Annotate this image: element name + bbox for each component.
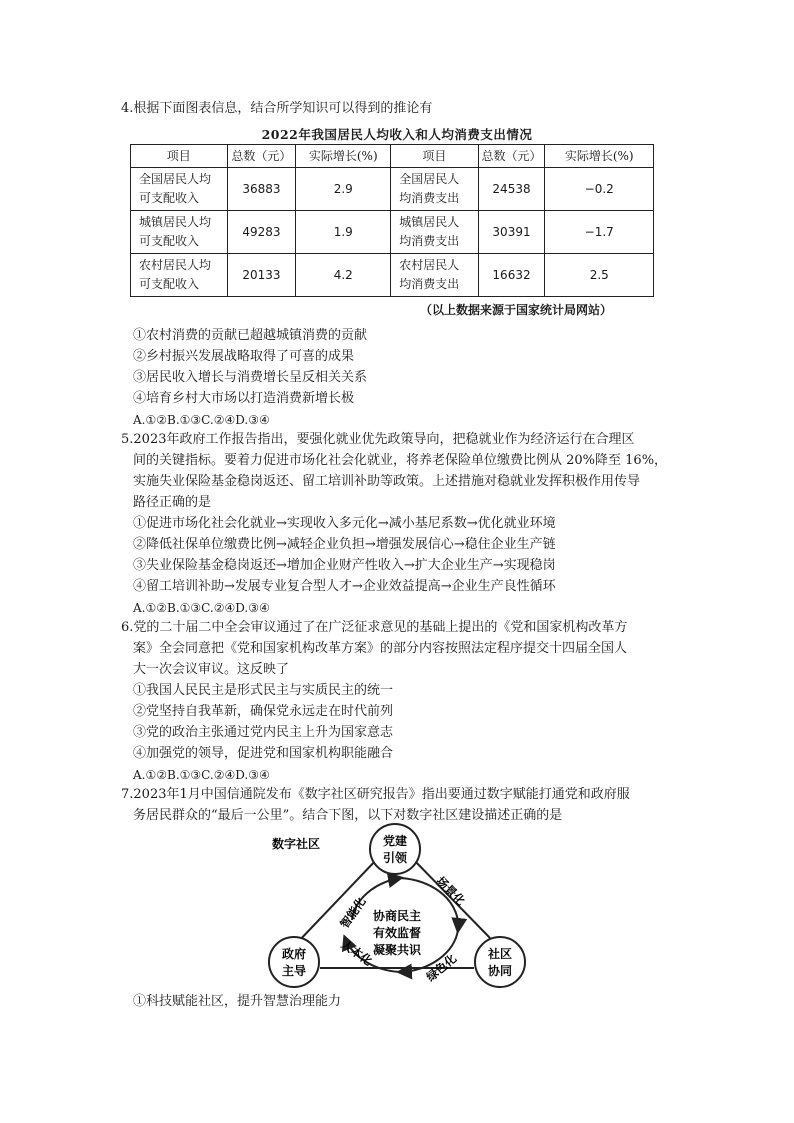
node-party-leadership — [370, 824, 420, 874]
node-top-line-1: 党建 — [382, 834, 408, 848]
q5-option-2: ②降低社保单位缴费比例→减轻企业负担→增强发展信心→稳住企业生产链 — [133, 537, 556, 552]
header-growth-2: 实际增长(%) — [545, 145, 654, 168]
cell-total: 49283 — [227, 211, 296, 254]
center-line-2: 有效监督 — [372, 926, 422, 940]
q6-stem-line-1: 6.党的二十届二中全会审议通过了在广泛征求意见的基础上提出的《党和国家机构改革方 — [121, 620, 628, 635]
q6-option-4: ④加强党的领导，促进党和国家机构职能融合 — [133, 746, 394, 761]
q6-option-2: ②党坚持自我革新，确保党永远走在时代前列 — [133, 704, 394, 719]
q5-stem-line-4: 路径正确的是 — [133, 495, 212, 510]
q7-stem-line-1: 7.2023年1月中国信通院发布《数字社区研究报告》指出要通过数字赋能打通党和政府服 — [121, 787, 630, 802]
header-total-1: 总数（元） — [227, 145, 296, 168]
cell-growth: 1.9 — [296, 211, 391, 254]
row-label-line: 均消费支出 — [399, 277, 460, 291]
row-label-line: 全国居民人均 — [139, 172, 212, 186]
node-top-line-2: 引领 — [382, 851, 408, 865]
cell-total: 16632 — [478, 254, 545, 297]
cell-growth: −0.2 — [545, 168, 654, 211]
table-title: 2022年我国居民人均收入和人均消费支出情况 — [261, 127, 533, 142]
q5-stem-line-2: 间的关键指标。要着力促进市场化社会化就业，将养老保险单位缴费比例从 20%降至 16%， — [133, 453, 668, 468]
header-item-2: 项目 — [391, 145, 478, 168]
q6-option-1: ①我国人民民主是形式民主与实质民主的统一 — [133, 683, 394, 698]
q5-answer-choices: A.①②B.①③C.②④D.③④ — [133, 601, 270, 615]
q5-stem-line-3: 实施失业保险基金稳岗返还、留工培训补助等政策。上述措施对稳就业发挥积极作用传导 — [133, 474, 641, 489]
q6-answer-choices: A.①②B.①③C.②④D.③④ — [133, 768, 270, 782]
q5-option-3: ③失业保险基金稳岗返还→增加企业财产性收入→扩大企业生产→实现稳岗 — [133, 558, 556, 573]
node-community-collaboration — [475, 937, 525, 987]
cell-total: 36883 — [227, 168, 296, 211]
data-source-note: （以上数据来源于国家统计局网站） — [420, 303, 613, 317]
row-label-line: 可支配收入 — [139, 277, 200, 291]
row-label-line: 均消费支出 — [399, 191, 460, 205]
row-label-line: 全国居民人 — [399, 172, 460, 186]
row-label-line: 城镇居民人均 — [139, 215, 212, 229]
q4-answer-choices: A.①②B.①③C.②④D.③④ — [133, 413, 270, 427]
q4-stem: 4.根据下面图表信息，结合所学知识可以得到的推论有 — [121, 101, 433, 116]
arc-label-people-oriented: 人本化 — [338, 937, 375, 969]
diagram-title: 数字社区 — [272, 837, 321, 851]
header-total-2: 总数（元） — [478, 145, 545, 168]
q6-stem-line-2: 案》全会同意把《党和国家机构改革方案》的部分内容按照法定程序提交十四届全国人 — [133, 641, 628, 656]
cell-growth: −1.7 — [545, 211, 654, 254]
arc-label-green: 绿色化 — [423, 951, 460, 985]
cell-total: 20133 — [227, 254, 296, 297]
cell-total: 30391 — [478, 211, 545, 254]
center-line-3: 凝聚共识 — [372, 943, 422, 957]
header-growth-1: 实际增长(%) — [296, 145, 391, 168]
row-label-line: 可支配收入 — [139, 234, 200, 248]
row-label-line: 均消费支出 — [399, 234, 460, 248]
q5-option-4: ④留工培训补助→发展专业复合型人才→企业效益提高→企业生产良性循环 — [133, 579, 556, 594]
row-label-line: 农村居民人均 — [139, 258, 212, 272]
cell-total: 24538 — [478, 168, 545, 211]
q7-stem-line-2: 务居民群众的“最后一公里”。结合下图，以下对数字社区建设描述正确的是 — [133, 808, 563, 823]
q6-stem-line-3: 大一次会议审议。这反映了 — [133, 662, 290, 677]
q4-option-1: ①农村消费的贡献已超越城镇消费的贡献 — [133, 328, 368, 343]
node-right-line-2: 协同 — [487, 964, 513, 978]
node-right-line-1: 社区 — [487, 947, 513, 961]
q5-option-1: ①促进市场化社会化就业→实现收入多元化→减小基尼系数→优化就业环境 — [133, 516, 556, 531]
cell-growth: 2.9 — [296, 168, 391, 211]
q7-option-1: ①科技赋能社区，提升智慧治理能力 — [133, 994, 342, 1009]
row-label-line: 城镇居民人 — [399, 215, 460, 229]
q4-option-2: ②乡村振兴发展战略取得了可喜的成果 — [133, 349, 355, 364]
arc-label-intelligent: 智能化 — [337, 894, 369, 931]
q4-option-4: ④培育乡村大市场以打造消费新增长极 — [133, 391, 355, 406]
q5-stem-line-1: 5.2023年政府工作报告指出，要强化就业优先政策导向，把稳就业作为经济运行在合理区 — [121, 432, 635, 447]
node-left-line-2: 主导 — [281, 964, 307, 978]
node-left-line-1: 政府 — [281, 947, 307, 961]
row-label-line: 农村居民人 — [399, 258, 460, 272]
arc-label-scenario: 场景化 — [433, 873, 468, 909]
cell-growth: 2.5 — [545, 254, 654, 297]
q6-option-3: ③党的政治主张通过党内民主上升为国家意志 — [133, 725, 394, 740]
q4-option-3: ③居民收入增长与消费增长呈反相关关系 — [133, 370, 368, 385]
header-item-1: 项目 — [131, 145, 228, 168]
node-government-led — [269, 937, 319, 987]
center-line-1: 协商民主 — [372, 909, 422, 923]
row-label-line: 可支配收入 — [139, 191, 200, 205]
cell-growth: 4.2 — [296, 254, 391, 297]
